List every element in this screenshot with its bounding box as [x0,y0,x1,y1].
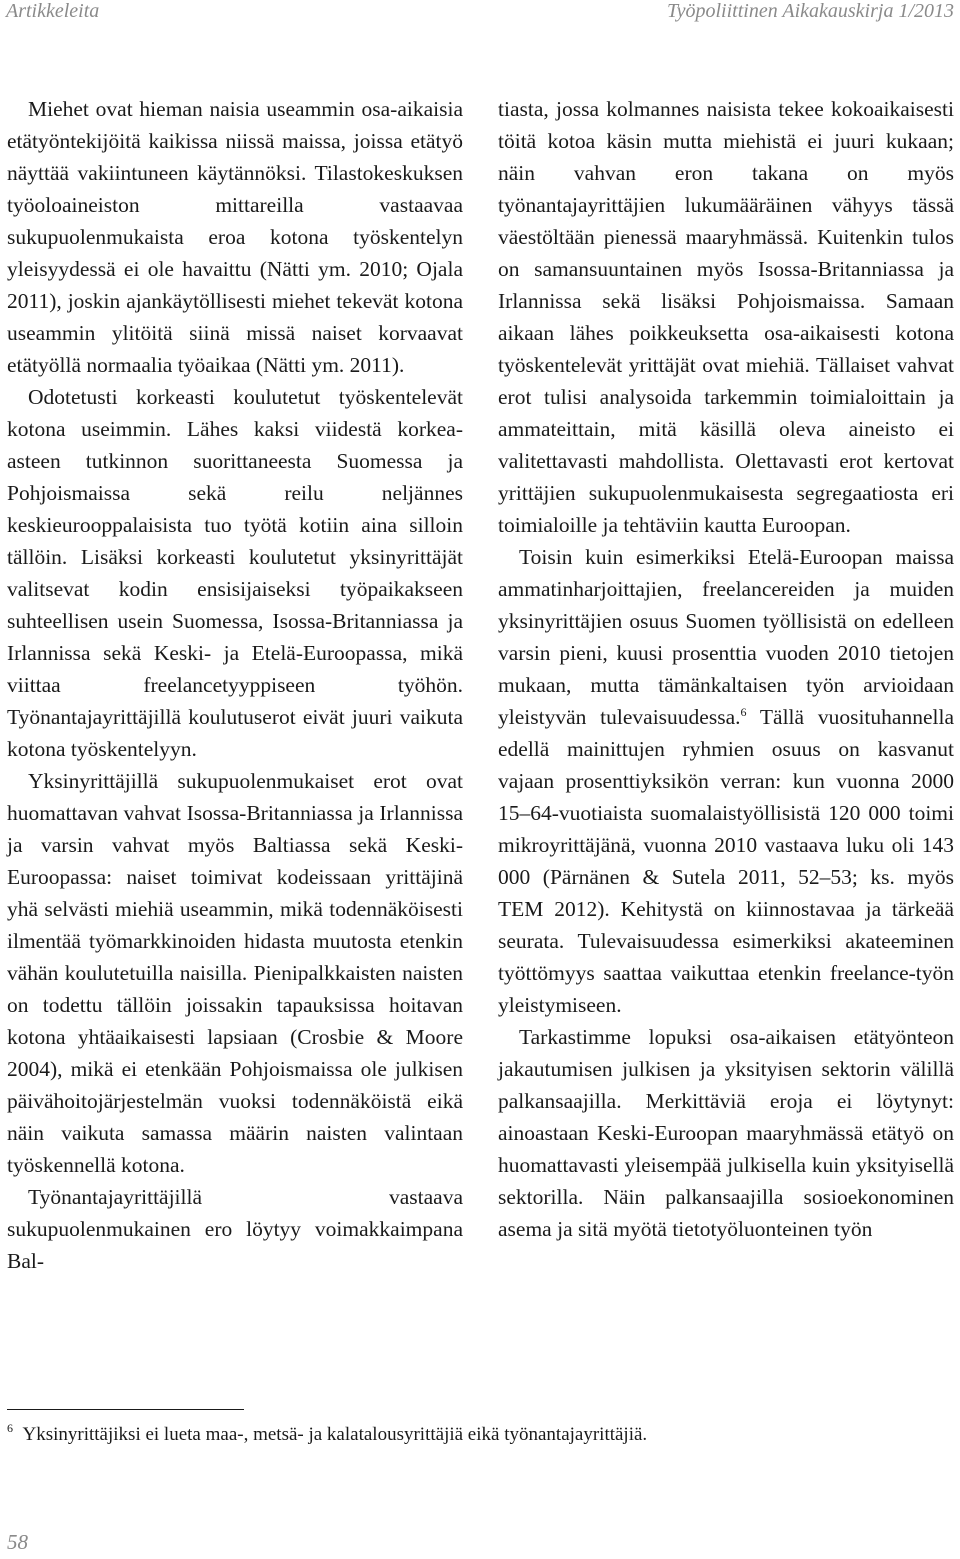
page-number: 58 [7,1530,28,1554]
footnote-number: 6 [7,1421,13,1435]
paragraph-text: Toisin kuin esimerkiksi Etelä-Euroopan maissa ammatinharjoittajien, freelancereiden ja muiden yksinyrittäjien osuus Suomen työllisistä on edelleen varsin pieni, kuusi prosenttia vuoden 2010 tietojen mukaan, mutta tämänkaltaisen työn arvioidaan yleistyvän tulevaisuudessa. [498,545,954,729]
journal-title: Työpoliittinen Aikakauskirja 1/2013 [666,0,954,22]
body-paragraph [498,541,954,1021]
section-title: Artikkeleita [6,0,100,22]
body-paragraph: Työnantajayrittäjillä vastaava sukupuolenmukainen ero löytyy voimakkaimpana Bal- [7,1185,463,1273]
body-paragraph: tiasta, jossa kolmannes naisista tekee kokoaikaisesti töitä kotoa käsin mutta miehistä ei juuri kukaan; näin vahvan eron takana on myös työnantajayrittäjien lukumääräinen vähyys tässä väestöltään pienessä maaryhmässä. Kuitenkin tulos on samansuuntainen myös Isossa-Britanniassa ja Irlannissa sekä lisäksi Pohjoismaissa. Samaan aikaan lähes poikkeuksetta osa-aikaisesti kotona työskentelevät yrittäjät ovat miehiä. Tällaiset vahvat erot tulisi analysoida tarkemmin toimialoittain ja ammateittain, mitä käsillä oleva aineisto ei valitettavasti mahdollista. Olettavasti erot kertovat yrittäjien sukupuolenmukaisesta segregaatiosta eri toimialoille ja tehtäviin kautta Euroopan. [498,97,954,537]
footnote [7,1422,947,1448]
body-paragraph: Tarkastimme lopuksi osa-aikaisen etätyönteon jakautumisen julkisen ja yksityisen sektorin välillä palkansaajilla. Merkittäviä eroja ei löytynyt: ainoastaan Keski-Euroopan maaryhmässä etätyö on huomattavasti yleisempää julkisella kuin yksityisellä sektorilla. Näin palkansaajilla sosioekonominen asema ja sitä myötä tietotyöluonteinen työn [498,1025,954,1241]
footnote-text: Yksinyrittäjiksi ei lueta maa-, metsä- ja kalatalousyrittäjiä eikä työnantajayrittäjiä. [22,1424,648,1445]
left-column [7,93,463,1277]
footnote-divider [7,1409,244,1410]
right-column [498,93,954,1245]
body-paragraph: Miehet ovat hieman naisia useammin osa-aikaisia etätyöntekijöitä kaikissa niissä maissa, joissa etätyö näyttää vakiintuneen käytännöksi. Tilastokeskuksen työoloaineiston mittareilla vastaavaa sukupuolenmukaista eroa kotona työskentelyn yleisyydessä ei ole havaittu (Nätti ym. 2010; Ojala 2011), joskin ajankäytöllisesti miehet tekevät kotona useammin ylitöitä siinä missä naiset korvaavat etätyöllä normaalia työaikaa (Nätti ym. 2011). [7,97,463,377]
running-header [0,0,960,30]
footnote-reference: 6 [740,705,747,719]
body-paragraph: Yksinyrittäjillä sukupuolenmukaiset erot ovat huomattavan vahvat Isossa-Britanniassa ja Irlannissa ja varsin vahvat myös Baltiassa sekä Keski-Euroopassa: naiset toimivat kodeissaan yrittäjinä yhä selvästi miehiä useammin, mikä todennäköisesti ilmentää työmarkkinoiden hidasta muutosta etenkin vähän koulutetuilla naisilla. Pienipalkkaisten naisten on todettu tällöin joissakin tapauksissa hoitavan kotona yhtäaikaisesti lapsiaan (Crosbie & Moore 2004), mikä ei etenkään Pohjoismaissa ole julkisen päivähoitojärjestelmän vuoksi todennäköistä eikä näin vaikuta samassa määrin naisten valintaan työskennellä kotona. [7,769,463,1177]
paragraph-text: Tällä vuosituhannella edellä mainittujen ryhmien osuus on kasvanut vajaan prosenttiyksikön verran: kun vuonna 2000 15–64-vuotiaista suomalaistyöllisistä 120 000 toimi mikroyrittäjänä, vuonna 2010 vastaava luku oli 143 000 (Pärnänen & Sutela 2011, 52–53; ks. myös TEM 2012). Kehitystä on kiinnostavaa ja tärkeää seurata. Tulevaisuudessa esimerkiksi akateeminen työttömyys saattaa vaikuttaa etenkin freelance-työn yleistymiseen. [498,705,954,1017]
body-paragraph: Odotetusti korkeasti koulutetut työskentelevät kotona useimmin. Lähes kaksi viidestä korkea-asteen tutkinnon suorittaneesta Suomessa ja Pohjoismaissa sekä reilu neljännes keskieurooppalaisista tuo työtä kotiin aina silloin tällöin. Lisäksi korkeasti koulutetut yksinyrittäjät valitsevat kodin ensisijaiseksi työpaikakseen suhteellisen usein Suomessa, Isossa-Britanniassa ja Irlannissa sekä Keski- ja Etelä-Euroopassa, mikä viittaa freelancetyyppiseen työhön. Työnantajayrittäjillä koulutuserot eivät juuri vaikuta kotona työskentelyyn. [7,385,463,761]
